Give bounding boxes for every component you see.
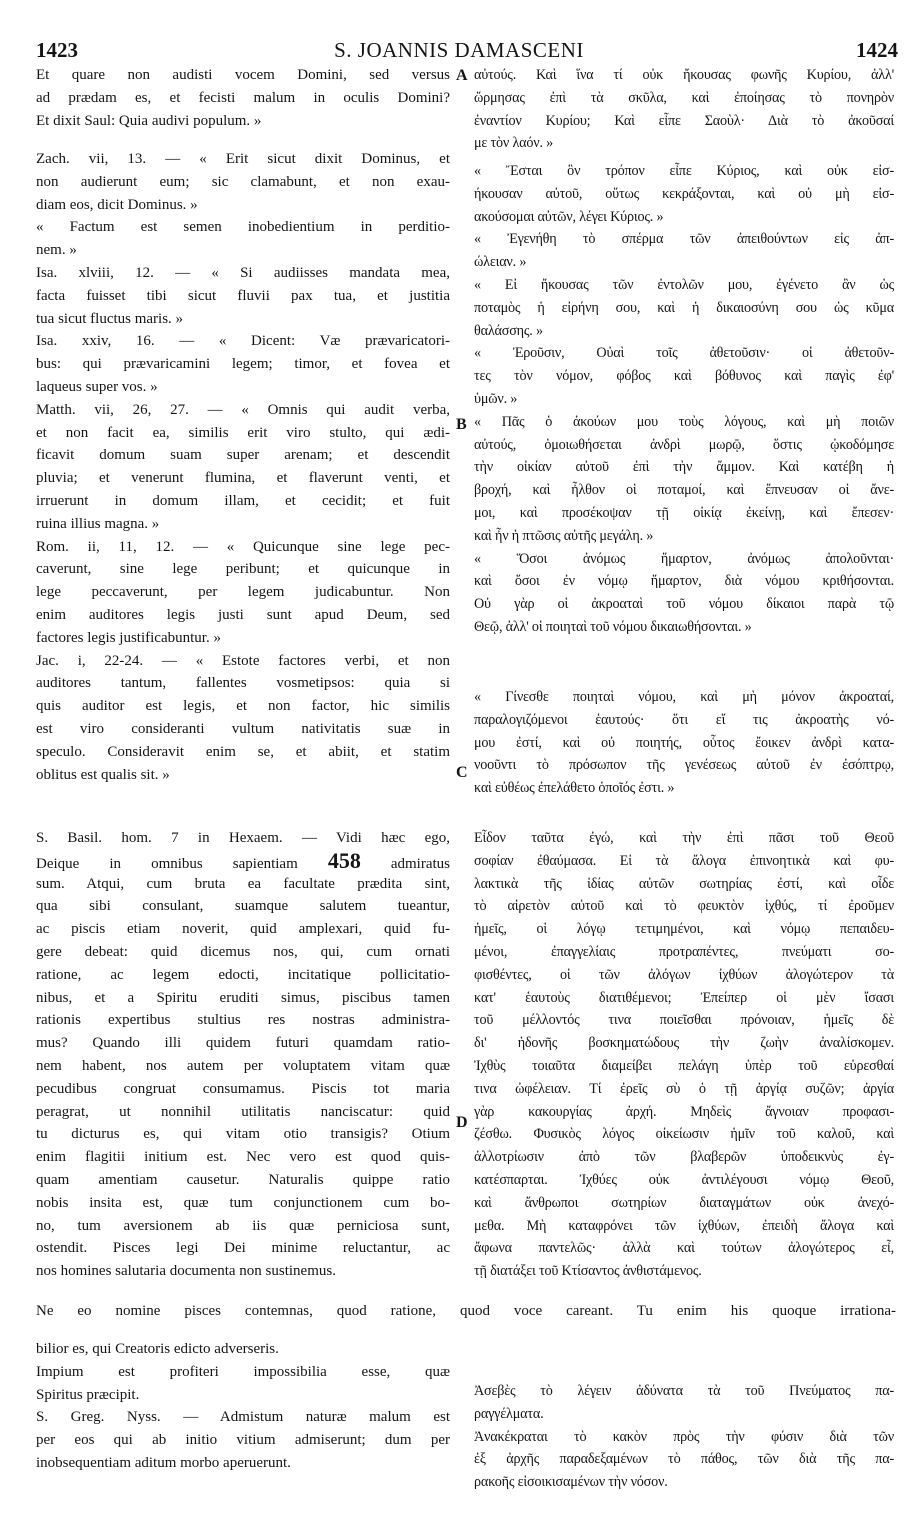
greek-line: καὶ ἄνθρωποι σωτηρίων διαταγμάτων οὐκ ἀνεχό- (474, 1194, 894, 1211)
latin-line: Ne eo nomine pisces contemnas, quod ratione, quod voce careant. Tu enim his quoque irrationa- (36, 1303, 896, 1319)
latin-line: enim auditores legis justi sunt apud Deum, sed (36, 606, 450, 623)
greek-line: καὶ εὐθέως ἐπελάθετο ὁποῖός ἐστι. » (474, 780, 675, 797)
latin-line: caverunt, sine lege peribunt; et quicunque in (36, 561, 450, 578)
latin-line: oblitus est qualis sit. » (36, 766, 170, 783)
column-number: 458 (327, 847, 361, 873)
latin-span: admiratus (390, 855, 451, 872)
greek-line: ὥρμησας ἐπὶ τὰ σκῦλα, καὶ ἐποίησας τὸ πονηρὸν (474, 89, 894, 106)
latin-span: Deique in omnibus sapientiam (36, 855, 298, 872)
latin-line: enim flagitii initium est. Nec vero est quod quis- (36, 1149, 450, 1166)
latin-line: ratione, ac legem edocti, incitatique pollicitatio- (36, 966, 450, 983)
greek-line: τινα ὠφέλειαν. Τί ἐρεῖς σὺ ὁ τῇ ἀργίᾳ συζῶν; ἀργία (474, 1080, 894, 1097)
latin-line: factores legis justificabuntur. » (36, 629, 221, 646)
latin-line: gere debeat: quid dicemus nos, qui, cum ornati (36, 943, 450, 960)
greek-line: με τὸν λαόν. » (474, 135, 554, 152)
latin-line: non audierunt eum; sic clamabunt, et non exau- (36, 173, 450, 190)
margin-letter-c: C (456, 764, 468, 781)
greek-line: Ἰχθὺς τοιαῦτα διαμείβει πελάγη ὑπὲρ τοῦ εὑρεσθαί (474, 1057, 894, 1074)
latin-line: S. Basil. hom. 7 in Hexaem. — Vidi hæc ego, (36, 830, 450, 846)
latin-block-1 (36, 64, 450, 132)
greek-line: Θεῷ, ἀλλ' οἱ ποιηταὶ τοῦ νόμου δικαιωθήσονται. » (474, 618, 752, 635)
latin-line: ac piscis etiam noverit, quid amplexari, quid fu- (36, 921, 450, 938)
latin-line: no, tum aversionem ab iis quæ perniciosa sunt, (36, 1217, 450, 1234)
greek-line: μεθα. Μὴ καταφρόνει τῶν ἰχθύων, ἐπειδὴ ἄλογα καὶ (474, 1217, 894, 1234)
latin-line: tu dicturus es, qui vitam otio transigis? Otium (36, 1126, 450, 1143)
greek-line: Ἀνακέκραται τὸ κακὸν πρὸς τὴν φύσιν διὰ τῶν (474, 1428, 894, 1445)
page-number-left: 1423 (36, 38, 78, 62)
latin-line: ostendit. Pisces legi Dei minime reluctantur, ac (36, 1240, 450, 1257)
latin-line: Matth. vii, 26, 27. — « Omnis qui audit verba, (36, 401, 450, 418)
greek-line: τὴν οἰκίαν αὐτοῦ ἐπὶ τὴν ἄμμον. Καὶ κατέβη ἡ (474, 459, 894, 476)
greek-block-4 (474, 827, 894, 1283)
latin-block-3 (36, 827, 450, 1283)
latin-line: est viro consideranti vultum nativitatis suæ in (36, 720, 450, 737)
latin-line: laqueus super vos. » (36, 378, 158, 395)
greek-line: ἀλλοτρίωσιν ἀπὸ τῶν βλαβερῶν ὑποδεικνὺς ἐγ- (474, 1149, 894, 1166)
latin-line: et non facit ea, similis erit viro stulto, qui ædi- (36, 424, 450, 441)
page-number-right: 1424 (856, 38, 898, 62)
latin-line (36, 847, 451, 873)
greek-line: μου ἐστί, καὶ οὐ ποιητής, οὗτος ἔοικεν ἀνδρὶ κατα- (474, 734, 894, 751)
latin-line: nem habent, nos autem per voluptatem vitam quæ (36, 1057, 450, 1074)
greek-line: τοῦ μέλλοντός τινα ποιεῖσθαι πρόνοιαν, ἡμεῖς δὲ (474, 1012, 894, 1029)
latin-line: diam eos, dicit Dominus. » (36, 196, 198, 213)
latin-line: Et dixit Saul: Quia audivi populum. » (36, 112, 262, 129)
latin-line: auditores tantum, fallentes vosmetipsos: quia si (36, 675, 450, 692)
latin-line: facta fuisset tibi sicut fluvii pax tua, et justitia (36, 287, 450, 304)
greek-line: ήκουσαν αὐτοῦ, οὕτως κεκράξονται, καὶ οὐ μὴ εἰσ- (474, 185, 894, 202)
latin-line: Isa. xxiv, 16. — « Dicent: Væ prævaricatori- (36, 333, 450, 350)
greek-line: « Ἐροῦσιν, Οὐαὶ τοῖς ἀθετοῦσιν· οἱ ἀθετοῦν- (474, 345, 894, 362)
greek-line: καὶ ἦν ἡ πτῶσις αὐτῆς μεγάλη. » (474, 527, 654, 544)
greek-line: ώλειαν. » (474, 254, 527, 271)
greek-line: κατ' ἑαυτοὺς διατιθέμενοι; Ἐπείπερ οἱ μὲν ἴσασι (474, 989, 894, 1006)
latin-line: nem. » (36, 242, 77, 259)
greek-block-5 (474, 1380, 894, 1494)
latin-line: nos homines salutaria documenta non sustinemus. (36, 1263, 336, 1280)
greek-line: μένοι, ἐπαγγελίαις προτραπέντες, πνεύματι σο- (474, 943, 894, 960)
greek-line: αὐτούς, ὁμοιωθήσεται ἀνδρὶ μωρῷ, ὅστις ᾠκοδόμησε (474, 436, 894, 453)
greek-line: ἡμεῖς, οἱ λόγῳ τετιμημένοι, καὶ νόμῳ πεπαιδευ- (474, 921, 894, 938)
full-width-line (36, 1300, 896, 1323)
greek-block-2 (474, 160, 894, 639)
greek-line: Εἶδον ταῦτα ἐγώ, καὶ τὴν ἐπὶ πᾶσι τοῦ Θεοῦ (474, 830, 894, 846)
greek-line: ρακοῆς εἰσοικισαμένων τὴν νόσον. (474, 1474, 668, 1491)
greek-line: « Ἔσται ὃν τρόπον εἶπε Κύριος, καὶ οὐκ εἰσ- (474, 163, 894, 179)
greek-line: λακτικὰ τῆς ἰδίας αὐτῶν σωτηρίας ἐστί, καὶ οἶδε (474, 875, 894, 892)
greek-line: σοφίαν ἐθαύμασα. Εἰ τὰ ἄλογα ἐπινοητικὰ καὶ φυ- (474, 852, 894, 869)
greek-line: νοοῦντι τὸ πρόσωπον τῆς γενέσεως αὐτοῦ ἐν ἐσόπτρῳ, (474, 757, 894, 774)
greek-line: ἄφωνα παντελῶς· ἀλλὰ καὶ τούτων ἀλογώτερος εἶ, (474, 1240, 894, 1257)
greek-line: δι' ἡδονῆς βοσκηματώδους τὴν ζωὴν ἀναλίσκομεν. (474, 1035, 894, 1052)
greek-line: ποταμὸς ἡ εἰρήνη σου, καὶ ἡ δικαιοσύνη σου ὡς κῦμα (474, 299, 894, 316)
greek-line: κατέσπαρται. Ἰχθύες οὐκ ἀντιλέγουσι νόμῳ Θεοῦ, (474, 1171, 894, 1188)
greek-line: φισθέντες, οἱ τῶν ἀλόγων ἰχθύων ἀλογώτερον τὰ (474, 966, 894, 983)
latin-line: S. Greg. Nyss. — Admistum naturæ malum est (36, 1409, 450, 1426)
greek-line: αὐτούς. Καὶ ἵνα τί οὐκ ἤκουσας φωνῆς Κυρίου, ἀλλ' (474, 67, 894, 83)
greek-line: τες τὸν νόμον, φόβος καὶ βόθυνος καὶ παγὶς ἐφ' (474, 368, 894, 385)
running-title: S. JOANNIS DAMASCENI (334, 38, 584, 62)
greek-line: ζέσθω. Φυσικὸς λόγος οἰκείωσιν ἡμῖν τοῦ καλοῦ, καὶ (474, 1126, 894, 1143)
margin-letter-d: D (456, 1114, 468, 1131)
latin-line: quis auditor est legis, et non factor, hic similis (36, 698, 450, 715)
greek-line: γὰρ κακουργίας ἀρχή. Μηδεὶς ἄγνοιαν προφασι- (474, 1103, 894, 1120)
latin-block-2 (36, 148, 450, 786)
greek-block-1 (474, 64, 894, 155)
latin-line: peragrat, ut nonnihil utilitatis nanciscatur: quid (36, 1103, 450, 1120)
latin-line: Spiritus præcipit. (36, 1386, 140, 1403)
greek-line: μοι, καὶ προσέκοψαν τῇ οἰκίᾳ ἐκείνῃ, καὶ ἔπεσεν· (474, 504, 894, 521)
greek-line: τὸ αἱρετὸν αὐτοῦ καὶ τὸ φευκτὸν ἰχθύς, τί ἐροῦμεν (474, 898, 894, 915)
latin-line: sum. Atqui, cum bruta ea facultate prædita sint, (36, 875, 450, 892)
latin-line: Impium est profiteri impossibilia esse, quæ (36, 1363, 450, 1380)
latin-line: Zach. vii, 13. — « Erit sicut dixit Dominus, et (36, 151, 450, 167)
latin-line: ad prædam es, et fecisti malum in oculis Domini? (36, 89, 450, 106)
greek-line: θαλάσσης. » (474, 322, 543, 339)
greek-line: Ἀσεβὲς τὸ λέγειν ἀδύνατα τὰ τοῦ Πνεύματος πα- (474, 1383, 894, 1399)
latin-block-4 (36, 1338, 450, 1475)
greek-line: « Πᾶς ὁ ἀκούων μου τοὺς λόγους, καὶ μὴ ποιῶν (474, 413, 894, 430)
latin-line: inobsequentiam aditum morbo aperuerunt. (36, 1454, 291, 1471)
greek-line: ραγγέλματα. (474, 1405, 544, 1422)
greek-line: « Γίνεσθε ποιηταὶ νόμου, καὶ μὴ μόνον ἀκροαταί, (474, 689, 894, 705)
greek-line: ακούσομαι αὐτῶν, λέγει Κύριος. » (474, 208, 664, 225)
greek-line: τῇ διατάξει τοῦ Κτίσαντος ἀνθιστάμενος. (474, 1263, 702, 1280)
greek-line: « Εἰ ἤκουσας τῶν ἐντολῶν μου, ἐγένετο ἂν ὡς (474, 276, 894, 293)
latin-line: Rom. ii, 11, 12. — « Quicunque sine lege pec- (36, 538, 450, 555)
greek-line: βροχή, καὶ ἦλθον οἱ ποταμοί, καὶ ἔπνευσαν οἱ ἄνε- (474, 482, 894, 499)
greek-line: παραλογιζόμενοι ἑαυτούς· ὅτι εἴ τις ἀκροατὴς νό- (474, 711, 894, 728)
latin-line: bilior es, qui Creatoris edicto adverseris. (36, 1341, 279, 1357)
latin-line: per eos qui ab initio vitium admiserunt; dum per (36, 1432, 450, 1449)
latin-line: Jac. i, 22-24. — « Estote factores verbi, et non (36, 652, 450, 669)
latin-line: nibus, et a Spiritu eruditi simus, piscibus tamen (36, 989, 450, 1006)
latin-line: lege peccaverunt, per legem judicabuntur. Non (36, 584, 450, 601)
margin-letter-b: B (456, 416, 467, 433)
latin-line: ruina illius magna. » (36, 515, 160, 532)
latin-line: irruerunt in domum illam, et cecidit; et fuit (36, 492, 450, 509)
latin-line: Et quare non audisti vocem Domini, sed versus (36, 67, 450, 83)
greek-line: Οὐ γὰρ οἱ ἀκροαταὶ τοῦ νόμου δίκαιοι παρὰ τῷ (474, 596, 894, 613)
latin-line: speculo. Consideravit enim se, et abiit, et statim (36, 743, 450, 760)
latin-line: qua sibi consulant, suamque salutem tueantur, (36, 898, 450, 915)
greek-line: « Ὅσοι ἀνόμως ἥμαρτον, ἀνόμως ἀπολοῦνται· (474, 550, 894, 567)
latin-line: nobis insita est, quæ tum conjunctionem cum bo- (36, 1194, 450, 1211)
latin-line: pluvia; et venerunt flumina, et flaverunt venti, et (36, 470, 450, 487)
latin-line: tua sicut fluctus maris. » (36, 310, 184, 327)
latin-line: mus? Quando illi quidem futuri quamdam ratio- (36, 1035, 450, 1052)
greek-line: ὑμῶν. » (474, 390, 518, 407)
latin-line: rationis expertibus stultius res nostras administra- (36, 1012, 450, 1029)
latin-line: bus: qui prævaricamini legem; timor, et fovea et (36, 356, 450, 373)
latin-line: pecudibus congruat consumamus. Piscis tot maria (36, 1080, 450, 1097)
greek-block-3 (474, 686, 894, 800)
greek-line: ἐξ ἀρχῆς παραδεξαμένων τὸ πάθος, τῶν διὰ τῆς πα- (474, 1451, 894, 1468)
greek-line: ἐναντίον Κυρίου; Καὶ εἶπε Σαοὺλ· Διὰ τὸ ἀκοῦσαί (474, 112, 894, 129)
latin-line: ficavit domum suam super arenam; et descendit (36, 447, 450, 464)
latin-line: quam amentiam causetur. Naturalis quippe ratio (36, 1171, 450, 1188)
margin-letter-a: A (456, 67, 468, 84)
latin-line: Isa. xlviii, 12. — « Si audiisses mandata mea, (36, 264, 450, 281)
greek-line: « Ἐγενήθη τὸ σπέρμα τῶν ἀπειθούντων εἰς ἀπ- (474, 231, 894, 248)
greek-line: καὶ ὅσοι ἐν νόμῳ ἥμαρτον, διὰ νόμου κριθήσονται. (474, 573, 894, 590)
latin-line: « Factum est semen inobedientium in perditio- (36, 219, 450, 236)
